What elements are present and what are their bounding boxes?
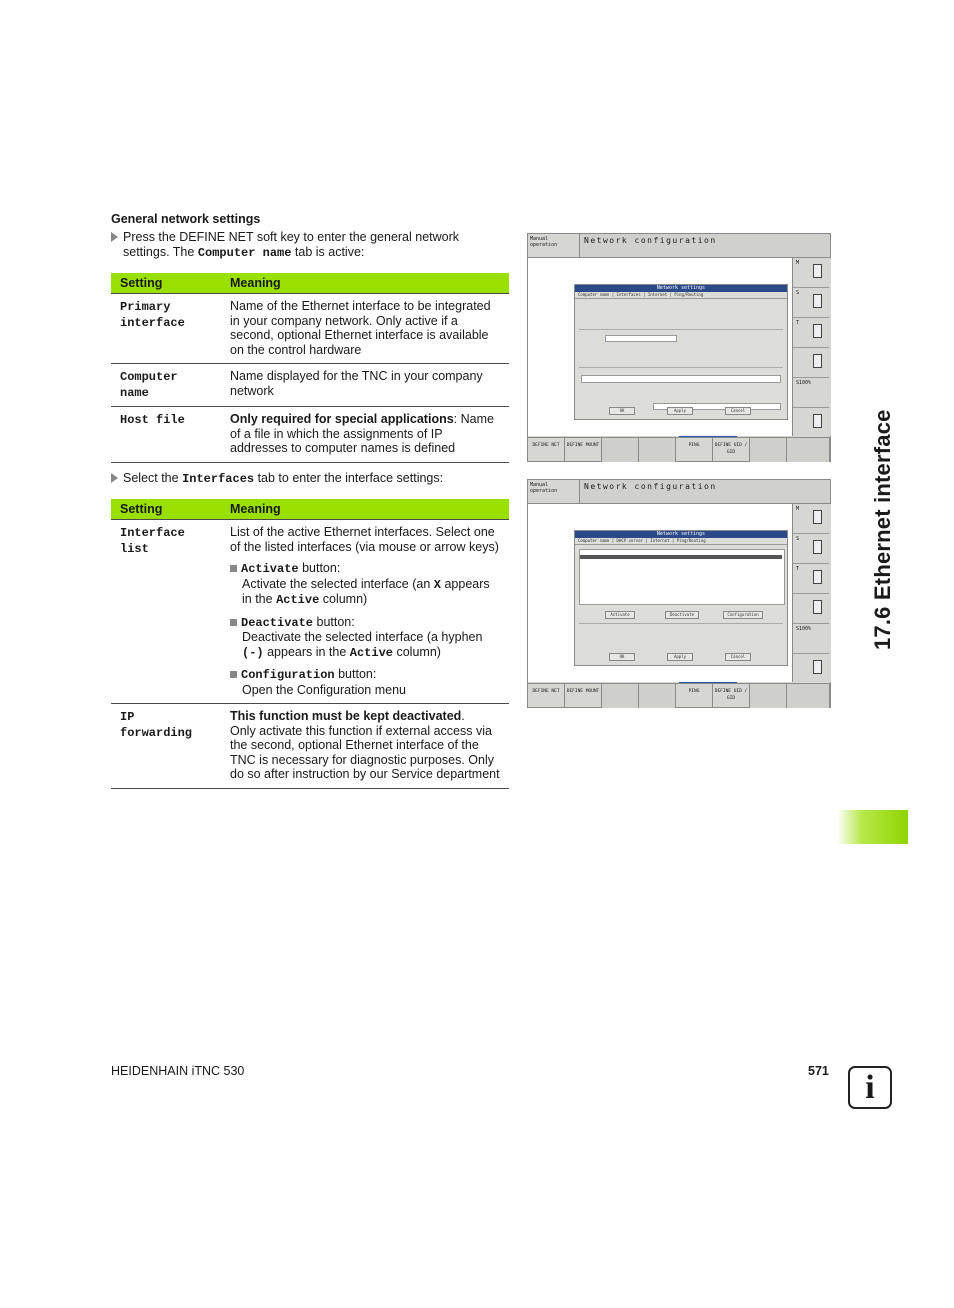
square-bullet-icon [230,671,237,678]
tool-icon [813,324,822,338]
network-settings-dialog: Network settings Computer name | Interfaces | Internet | Ping/Routing OK Apply Cancel [574,284,788,420]
softkey-empty[interactable] [750,438,787,462]
softkey-define-mount[interactable]: DEFINE MOUNT [565,684,602,708]
softkey-empty[interactable] [750,684,787,708]
softkey-empty[interactable] [639,438,676,462]
info-icon: i [848,1066,892,1109]
screenshot-computer-name-tab [527,233,831,462]
mode-label: Manual operation [528,480,580,504]
table-row: Primary interface Name of the Ethernet interface to be integrated in your company network. Only active if a second, optional Ethernet interface is available on the control hardware [111,294,509,364]
spindle-icon [813,540,822,554]
instruction-define-net: Press the DEFINE NET soft key to enter the general network settings. The Computer name tab is active: [111,230,491,261]
softkey-ping[interactable]: PING [676,684,713,708]
footer-product-name: HEIDENHAIN iTNC 530 [111,1064,245,1078]
softkey-empty[interactable] [602,438,639,462]
plus-icon [813,600,822,614]
spindle-icon [813,294,822,308]
network-settings-dialog: Network settings Computer name | DHCP server | Internet | Ping/Routing Activate Deactivate Configuration OK Apply Cancel [574,530,788,666]
softkey-define-uid-gid[interactable]: DEFINE UID / GID [713,438,750,462]
bullet-arrow-icon [111,232,118,242]
column-header-meaning: Meaning [221,273,509,294]
table-row: Host file Only required for special applications: Name of a file in which the assignments of IP addresses to computer names is defined [111,407,509,463]
cancel-button[interactable]: Cancel [725,653,751,661]
column-header-setting: Setting [111,499,221,520]
square-bullet-icon [230,565,237,572]
mode-label: Manual operation [528,234,580,258]
bullet-arrow-icon [111,473,118,483]
table-row: Interface list List of the active Ethernet interfaces. Select one of the listed interfaces (via mouse or arrow keys) Activate button: Activate the selected interface (an X appears in the Active column) Deactivate button: Deactivate the selected interface (a hyphen (-) appears in the Active column) Configuration button: Open the Configuration menu [111,520,509,704]
softkey-empty[interactable] [639,684,676,708]
table-row: Computer name Name displayed for the TNC in your company network [111,364,509,407]
status-sidebar: M S T S100% [792,258,831,436]
softkey-define-net[interactable]: DEFINE NET [528,684,565,708]
column-header-meaning: Meaning [221,499,509,520]
apply-button[interactable]: Apply [667,653,693,661]
deactivate-button[interactable]: Deactivate [665,611,699,619]
column-header-setting: Setting [111,273,221,294]
screen-header: Network configuration [580,480,830,504]
machine-icon [813,510,822,524]
activate-button[interactable]: Activate [605,611,635,619]
minus-icon [813,660,822,674]
ok-button[interactable]: OK [609,407,635,415]
screenshot-interfaces-tab [527,479,831,708]
chapter-side-title: 17.6 Ethernet interface [870,409,895,650]
softkey-empty[interactable] [787,684,830,708]
configuration-button[interactable]: Configuration [723,611,763,619]
minus-icon [813,414,822,428]
machine-icon [813,264,822,278]
softkey-empty[interactable] [787,438,830,462]
status-sidebar: M S T S100% [792,504,831,682]
cancel-button[interactable]: Cancel [725,407,751,415]
softkey-define-uid-gid[interactable]: DEFINE UID / GID [713,684,750,708]
softkey-row [528,437,830,462]
ok-button[interactable]: OK [609,653,635,661]
settings-table-interfaces [111,499,509,789]
tool-icon [813,570,822,584]
chapter-tab-marker [837,810,908,844]
softkey-define-mount[interactable]: DEFINE MOUNT [565,438,602,462]
softkey-define-net[interactable]: DEFINE NET [528,438,565,462]
settings-table-computer-name [111,273,509,463]
section-title: General network settings [111,212,261,226]
plus-icon [813,354,822,368]
square-bullet-icon [230,619,237,626]
table-row: IP forwarding This function must be kept deactivated. Only activate this function if external access via the second, optional Ethernet interface of the TNC is necessary for diagnostic purposes. Only do so after instruction by our Service department [111,704,509,789]
softkey-row [528,683,830,708]
instruction-interfaces: Select the Interfaces tab to enter the interface settings: [111,471,501,487]
softkey-ping[interactable]: PING [676,438,713,462]
softkey-empty[interactable] [602,684,639,708]
page-number: 571 [808,1064,829,1078]
apply-button[interactable]: Apply [667,407,693,415]
screen-header: Network configuration [580,234,830,258]
